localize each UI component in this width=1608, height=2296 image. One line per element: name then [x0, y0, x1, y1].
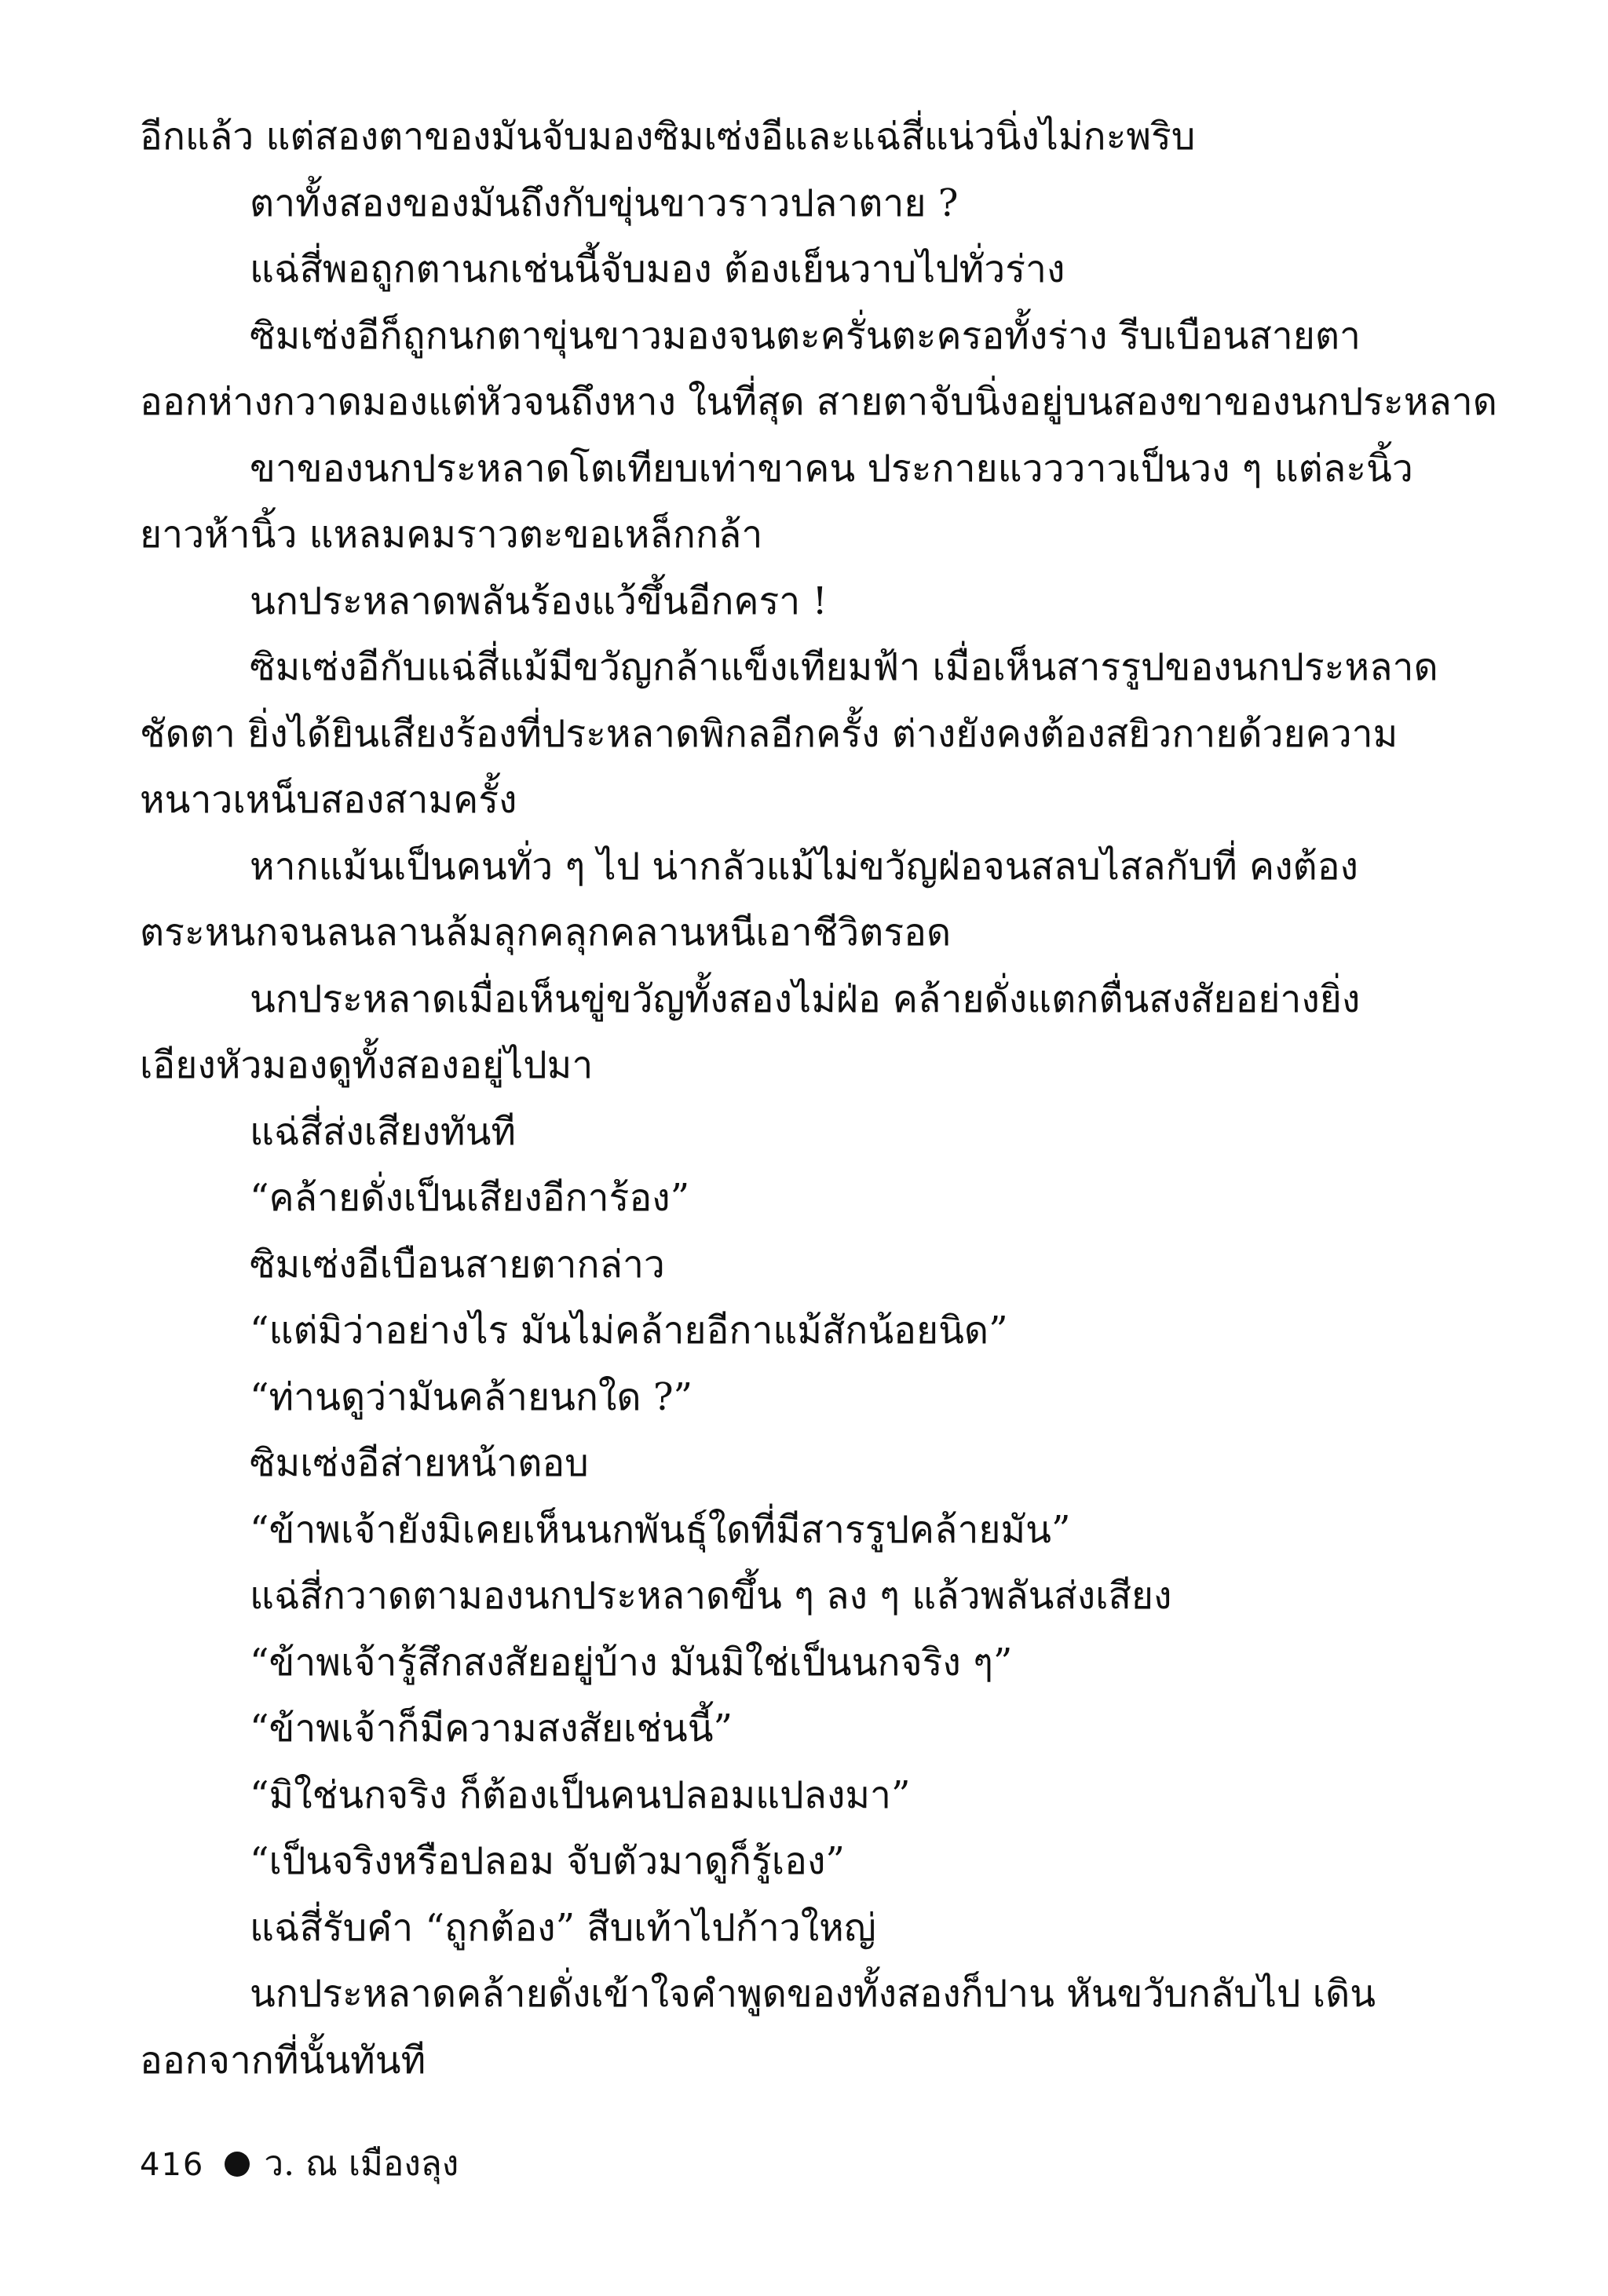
page-number: 416: [140, 2147, 205, 2183]
text-line: ออกจากที่นั้นทันที: [140, 2038, 426, 2082]
dialogue-line: “ข้าพเจ้าก็มีความสงสัยเช่นนี้”: [250, 1706, 733, 1750]
text-line: ซิมเซ่งอีก็ถูกนกตาขุ่นขาวมองจนตะครั่นตะครอทั้งร่าง รีบเบือนสายตา: [250, 313, 1361, 358]
text-line: หากแม้นเป็นคนทั่ว ๆ ไป น่ากลัวแม้ไม่ขวัญฝ่อจนสลบไสลกับที่ คงต้อง: [250, 844, 1358, 889]
text-line: แฉ่สี่ส่งเสียงทันที: [250, 1109, 517, 1154]
text-line: ออกห่างกวาดมองแต่หัวจนถึงหาง ในที่สุด สายตาจับนิ่งอยู่บนสองขาของนกประหลาด: [140, 380, 1497, 424]
text-line: แฉ่สี่กวาดตามองนกประหลาดขึ้น ๆ ลง ๆ แล้วพลันส่งเสียง: [250, 1574, 1172, 1618]
text-line: ซิมเซ่งอีส่ายหน้าตอบ: [250, 1441, 589, 1485]
text-line: แฉ่สี่พอถูกตานกเช่นนี้จับมอง ต้องเย็นวาบไปทั่วร่าง: [250, 247, 1065, 291]
text-line: หนาวเหน็บสองสามครั้ง: [140, 778, 517, 822]
text-line: ตระหนกจนลนลานล้มลุกคลุกคลานหนีเอาชีวิตรอด: [140, 911, 952, 955]
dialogue-line: “คล้ายดั่งเป็นเสียงอีการ้อง”: [250, 1176, 690, 1220]
text-line: ซิมเซ่งอีเบือนสายตากล่าว: [250, 1242, 665, 1287]
text-line: นกประหลาดเมื่อเห็นขู่ขวัญทั้งสองไม่ฝ่อ คล้ายดั่งแตกตื่นสงสัยอย่างยิ่ง: [250, 976, 1361, 1021]
dialogue-line: “ข้าพเจ้ายังมิเคยเห็นนกพันธุ์ใดที่มีสารรูปคล้ายมัน”: [250, 1507, 1071, 1552]
dialogue-line: “แต่มิว่าอย่างไร มันไม่คล้ายอีกาแม้สักน้อยนิด”: [250, 1309, 1008, 1352]
text-line: ยาวห้านิ้ว แหลมคมราวตะขอเหล็กกล้า: [140, 513, 763, 557]
dialogue-line: “ท่านดูว่ามันคล้ายนกใด ?”: [250, 1374, 693, 1419]
page-body: [140, 104, 1497, 2093]
bullet-dot-icon: [225, 2152, 250, 2177]
text-line: แฉ่สี่รับคำ “ถูกต้อง” สืบเท้าไปก้าวใหญ่: [250, 1905, 876, 1950]
dialogue-line: “เป็นจริงหรือปลอม จับตัวมาดูก็รู้เอง”: [250, 1839, 845, 1883]
footer-author: ว. ณ เมืองลุง: [264, 2144, 459, 2184]
text-line: เอียงหัวมองดูทั้งสองอยู่ไปมา: [140, 1043, 594, 1087]
text-line: ขาของนกประหลาดโตเทียบเท่าขาคน ประกายแวววาวเป็นวง ๆ แต่ละนิ้ว: [250, 446, 1413, 491]
text-line: ตาทั้งสองของมันถึงกับขุ่นขาวราวปลาตาย ?: [250, 181, 959, 225]
text-line: อีกแล้ว แต่สองตาของมันจับมองซิมเซ่งอีและแฉ่สี่แน่วนิ่งไม่กะพริบ: [140, 115, 1196, 159]
page-footer: [140, 2137, 459, 2192]
dialogue-line: “ข้าพเจ้ารู้สึกสงสัยอยู่บ้าง มันมิใช่เป็นนกจริง ๆ”: [250, 1640, 1013, 1685]
text-line: นกประหลาดคล้ายดั่งเข้าใจคำพูดของทั้งสองก็ปาน หันขวับกลับไป เดิน: [250, 1972, 1376, 2016]
text-line: ชัดตา ยิ่งได้ยินเสียงร้องที่ประหลาดพิกลอีกครั้ง ต่างยังคงต้องสยิวกายด้วยความ: [140, 711, 1398, 756]
dialogue-line: “มิใช่นกจริง ก็ต้องเป็นคนปลอมแปลงมา”: [250, 1772, 911, 1817]
text-line: ซิมเซ่งอีกับแฉ่สี่แม้มีขวัญกล้าแข็งเทียมฟ้า เมื่อเห็นสารรูปของนกประหลาด: [250, 645, 1438, 689]
text-line: นกประหลาดพลันร้องแว้ขึ้นอีกครา !: [250, 579, 828, 623]
